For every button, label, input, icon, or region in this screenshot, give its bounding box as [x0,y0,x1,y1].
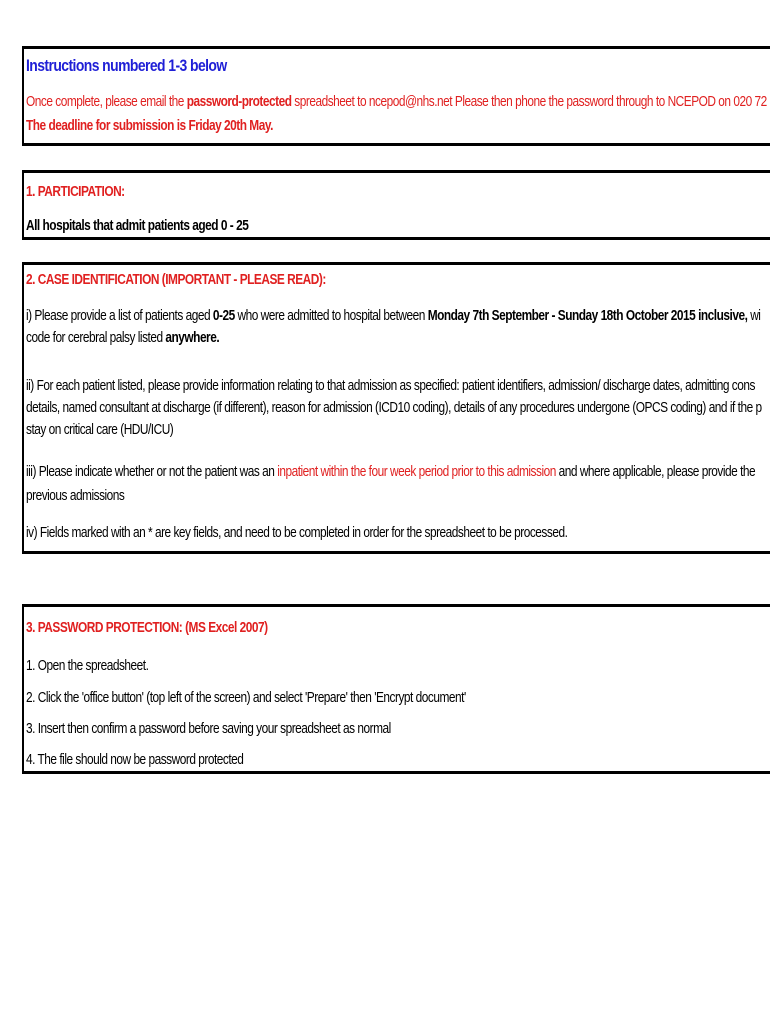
item-ii-line2: details, named consultant at discharge (if different), reason for admission (ICD10 coding), details of any procedures undergone (OPCS coding) and if the p [26,400,762,416]
participation-heading: 1. PARTICIPATION: [26,184,125,200]
step-3: 3. Insert then confirm a password before saving your spreadsheet as normal [26,721,391,737]
item-ii-line1: ii) For each patient listed, please provide information relating to that admission as specified: patient identifiers, admission/ discharge dates, admitting cons [26,378,755,394]
email-post: spreadsheet to ncepod@nhs.net Please then phone the password through to NCEPOD on 020 72 [291,94,767,110]
participation-box [22,170,770,240]
item-iii-line2: previous admissions [26,488,125,504]
item-i-line2 [26,329,219,347]
step-2: 2. Click the 'office button' (top left of the screen) and select 'Prepare' then 'Encrypt document' [26,690,466,706]
item-iii-pre: iii) Please indicate whether or not the patient was an [26,464,278,480]
participation-text: All hospitals that admit patients aged 0 - 25 [26,218,249,234]
item-ii-line3: stay on critical care (HDU/ICU) [26,422,174,438]
item-iii-red: inpatient within the four week period prior to this admission [277,464,556,480]
instructions-box [22,46,770,146]
email-instruction [26,93,767,111]
item-i-age: 0-25 [212,308,235,324]
item-iii-post: and where applicable, please provide the [555,464,756,480]
password-protection-box [22,604,770,774]
case-identification-box [22,262,770,554]
deadline-text: The deadline for submission is Friday 20th May. [26,118,273,134]
item-i-pre: i) Please provide a list of patients aged [26,308,213,324]
item-i-line1 [26,307,760,325]
item-i-line2-bold: anywhere. [165,330,220,346]
case-identification-heading: 2. CASE IDENTIFICATION (IMPORTANT - PLEASE READ): [26,272,326,288]
item-i-dates: Monday 7th September - Sunday 18th October 2015 inclusive, [427,308,748,324]
email-bold: password-protected [186,94,292,110]
step-1: 1. Open the spreadsheet. [26,658,149,674]
step-4: 4. The file should now be password protected [26,752,244,768]
instructions-heading: Instructions numbered 1-3 below [26,56,227,75]
item-i-post: wi [747,308,761,324]
item-i-mid: who were admitted to hospital between [234,308,428,324]
item-iv: iv) Fields marked with an * are key fields, and need to be completed in order for the spreadsheet to be processed. [26,525,568,541]
email-pre: Once complete, please email the [26,94,187,110]
item-iii-line1 [26,463,755,481]
password-protection-heading: 3. PASSWORD PROTECTION: (MS Excel 2007) [26,620,268,636]
item-i-line2-pre: code for cerebral palsy listed [26,330,166,346]
